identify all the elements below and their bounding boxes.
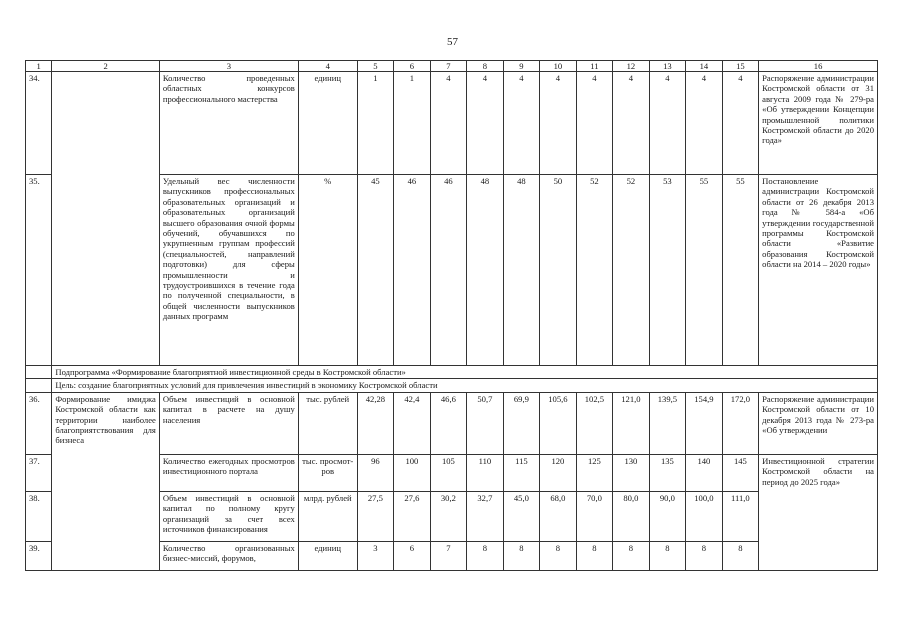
column-header: 9 xyxy=(503,61,540,72)
column-header: 15 xyxy=(722,61,759,72)
column-header: 16 xyxy=(759,61,878,72)
subprogram-title: Подпрограмма «Формирование благоприятной инвестиционной среды в Костромской области» xyxy=(52,366,878,379)
row-number: 37. xyxy=(26,454,52,491)
column-header: 11 xyxy=(576,61,613,72)
row-number: 36. xyxy=(26,392,52,454)
value-cell: 145 xyxy=(722,454,759,491)
value-cell: 8 xyxy=(467,541,504,570)
value-cell: 1 xyxy=(357,72,394,175)
value-cell: 3 xyxy=(357,541,394,570)
value-cell: 50,7 xyxy=(467,392,504,454)
subprogram-row xyxy=(26,366,878,379)
row-number: 39. xyxy=(26,541,52,570)
value-cell: 4 xyxy=(686,72,723,175)
value-cell: 4 xyxy=(467,72,504,175)
column-header: 6 xyxy=(394,61,431,72)
value-cell: 110 xyxy=(467,454,504,491)
value-cell: 4 xyxy=(613,72,650,175)
column-header: 3 xyxy=(159,61,298,72)
column-header: 4 xyxy=(298,61,357,72)
document-reference: Постановление администрации Костромской области от 26 декабря 2013 года № 584-а «Об утверждении государственной программы Костромской области «Развитие образования Костромской области на 2014 – 2020 годы» xyxy=(759,175,878,366)
value-cell: 121,0 xyxy=(613,392,650,454)
column-header: 13 xyxy=(649,61,686,72)
value-cell: 42,4 xyxy=(394,392,431,454)
value-cell: 8 xyxy=(722,541,759,570)
value-cell: 172,0 xyxy=(722,392,759,454)
column-header: 7 xyxy=(430,61,467,72)
value-cell: 8 xyxy=(686,541,723,570)
value-cell: 32,7 xyxy=(467,491,504,541)
indicator-name: Количество проведенных областных конкурсов профессионального мастерства xyxy=(159,72,298,175)
value-cell: 46 xyxy=(394,175,431,366)
value-cell: 8 xyxy=(540,541,577,570)
value-cell: 8 xyxy=(576,541,613,570)
column-header: 2 xyxy=(52,61,160,72)
row-number: 34. xyxy=(26,72,52,175)
document-reference: Инвестиционной стратегии Костромской области на период до 2025 года» xyxy=(759,454,878,570)
value-cell: 69,9 xyxy=(503,392,540,454)
row-number: 38. xyxy=(26,491,52,541)
value-cell: 4 xyxy=(722,72,759,175)
value-cell: 105,6 xyxy=(540,392,577,454)
column-header: 10 xyxy=(540,61,577,72)
document-reference: Распоряжение администрации Костромской области от 10 декабря 2013 года № 273-ра «Об утверждении xyxy=(759,392,878,454)
value-cell: 55 xyxy=(722,175,759,366)
value-cell: 27,5 xyxy=(357,491,394,541)
value-cell: 4 xyxy=(503,72,540,175)
column-header: 5 xyxy=(357,61,394,72)
value-cell: 6 xyxy=(394,541,431,570)
value-cell: 46,6 xyxy=(430,392,467,454)
unit-cell: % xyxy=(298,175,357,366)
column-header: 1 xyxy=(26,61,52,72)
value-cell: 50 xyxy=(540,175,577,366)
unit-cell: тыс. просмот-ров xyxy=(298,454,357,491)
table-row xyxy=(26,72,878,175)
value-cell: 96 xyxy=(357,454,394,491)
value-cell: 139,5 xyxy=(649,392,686,454)
value-cell: 105 xyxy=(430,454,467,491)
value-cell: 90,0 xyxy=(649,491,686,541)
value-cell: 120 xyxy=(540,454,577,491)
subprogram-number-cell xyxy=(26,366,52,379)
value-cell: 30,2 xyxy=(430,491,467,541)
value-cell: 130 xyxy=(613,454,650,491)
task-name: Формирование имиджа Костромской области как территории наиболее благоприятствования для бизнеса xyxy=(52,392,160,570)
value-cell: 8 xyxy=(613,541,650,570)
value-cell: 7 xyxy=(430,541,467,570)
value-cell: 48 xyxy=(503,175,540,366)
indicator-name: Количество организованных бизнес-миссий, форумов, xyxy=(159,541,298,570)
value-cell: 135 xyxy=(649,454,686,491)
value-cell: 68,0 xyxy=(540,491,577,541)
value-cell: 8 xyxy=(503,541,540,570)
document-reference: Распоряжение администрации Костромской области от 31 августа 2009 года № 279-ра «Об утверждении Концепции промышленной политики Костромской области до 2020 года» xyxy=(759,72,878,175)
value-cell: 53 xyxy=(649,175,686,366)
value-cell: 46 xyxy=(430,175,467,366)
value-cell: 52 xyxy=(613,175,650,366)
value-cell: 4 xyxy=(430,72,467,175)
column-header: 8 xyxy=(467,61,504,72)
value-cell: 48 xyxy=(467,175,504,366)
goal-title: Цель: создание благоприятных условий для привлечения инвестиций в экономику Костромской области xyxy=(52,379,878,392)
table-row xyxy=(26,392,878,454)
value-cell: 4 xyxy=(576,72,613,175)
unit-cell: единиц xyxy=(298,72,357,175)
value-cell: 27,6 xyxy=(394,491,431,541)
value-cell: 1 xyxy=(394,72,431,175)
value-cell: 100,0 xyxy=(686,491,723,541)
value-cell: 45,0 xyxy=(503,491,540,541)
indicators-table xyxy=(25,60,878,571)
column-header: 14 xyxy=(686,61,723,72)
value-cell: 55 xyxy=(686,175,723,366)
value-cell: 4 xyxy=(649,72,686,175)
value-cell: 125 xyxy=(576,454,613,491)
page-number: 57 xyxy=(447,36,458,48)
column-header: 12 xyxy=(613,61,650,72)
value-cell: 80,0 xyxy=(613,491,650,541)
row-number: 35. xyxy=(26,175,52,366)
value-cell: 45 xyxy=(357,175,394,366)
goal-number-cell xyxy=(26,379,52,392)
indicator-name: Объем инвестиций в основной капитал по полному кругу организаций за счет всех источников финансирования xyxy=(159,491,298,541)
value-cell: 8 xyxy=(649,541,686,570)
value-cell: 4 xyxy=(540,72,577,175)
value-cell: 115 xyxy=(503,454,540,491)
indicator-name: Удельный вес численности выпускников профессиональных образовательных организаций и образовательных организаций высшего образования очной формы обучений, обучавшихся по укрупненным группам профессий (специальностей, направлений подготовки) для сферы промышленности и трудоустроившихся в течение года по полученной специальности, в общей численности выпускников данных программ xyxy=(159,175,298,366)
value-cell: 140 xyxy=(686,454,723,491)
goal-row xyxy=(26,379,878,392)
unit-cell: единиц xyxy=(298,541,357,570)
value-cell: 70,0 xyxy=(576,491,613,541)
indicator-name: Количество ежегодных просмотров инвестиционного портала xyxy=(159,454,298,491)
unit-cell: тыс. рублей xyxy=(298,392,357,454)
task-cell-empty xyxy=(52,72,160,366)
value-cell: 111,0 xyxy=(722,491,759,541)
value-cell: 52 xyxy=(576,175,613,366)
unit-cell: млрд. рублей xyxy=(298,491,357,541)
value-cell: 100 xyxy=(394,454,431,491)
indicator-name: Объем инвестиций в основной капитал в расчете на душу населения xyxy=(159,392,298,454)
value-cell: 154,9 xyxy=(686,392,723,454)
value-cell: 42,28 xyxy=(357,392,394,454)
table-header-row xyxy=(26,61,878,72)
value-cell: 102,5 xyxy=(576,392,613,454)
